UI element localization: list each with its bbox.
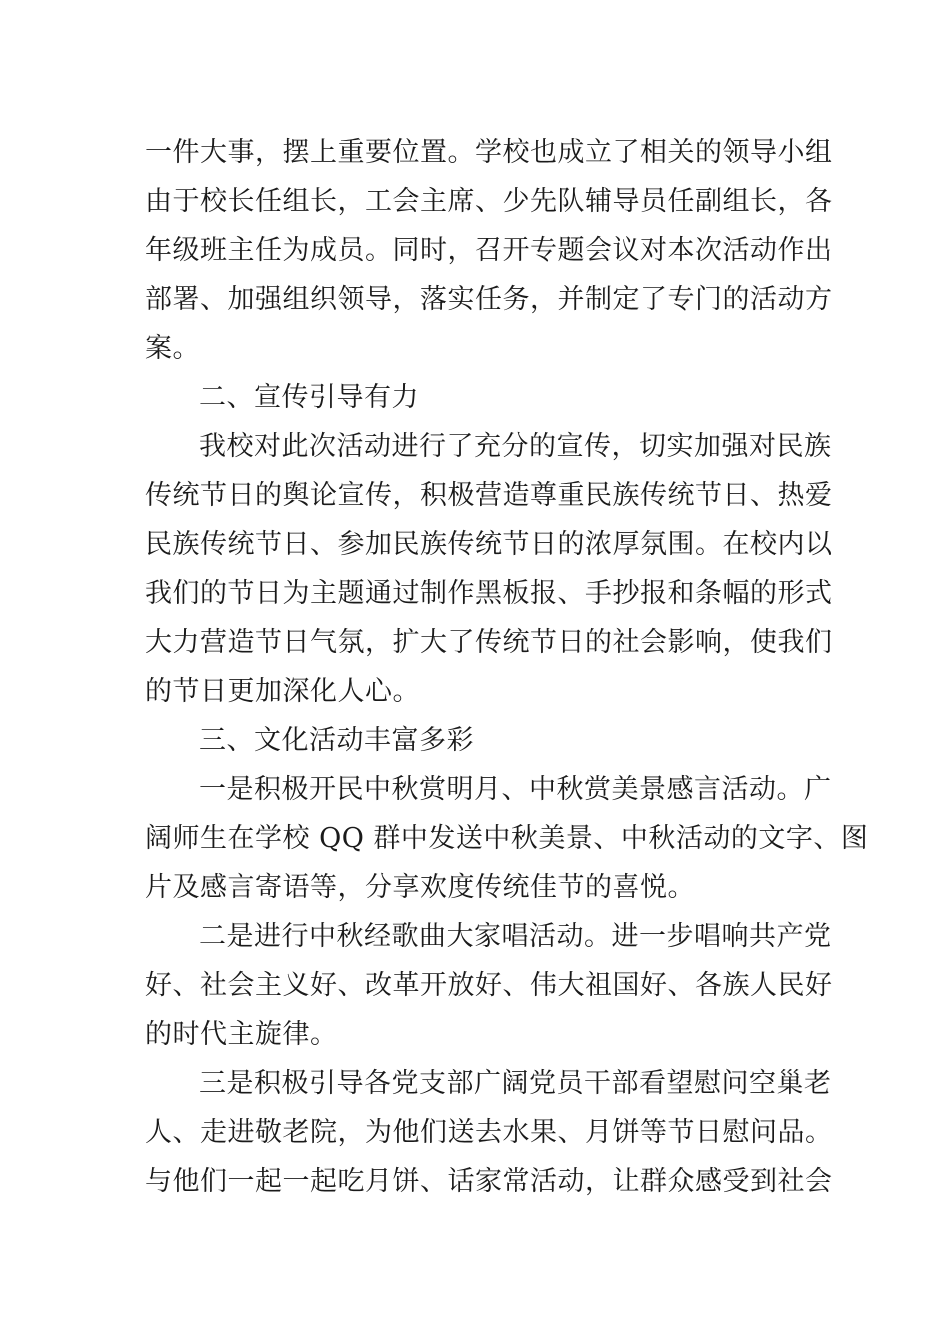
document-body [145,128,869,1206]
body-line-8: 传统节日的舆论宣传，积极营造尊重民族传统节日、热爱 [145,480,833,511]
body-line-21: 人、走进敬老院，为他们送去水果、月饼等节日慰问品。 [145,1117,833,1148]
body-line-1: 一件大事，摆上重要位置。学校也成立了相关的领导小组 [145,137,833,168]
body-line-19: 的时代主旋律。 [145,1019,338,1050]
body-line-9: 民族传统节日、参加民族传统节日的浓厚氛围。在校内以 [145,529,833,560]
body-line-15: 阔师生在学校 QQ 群中发送中秋美景、中秋活动的文字、图 [145,823,869,854]
body-line-17: 二是进行中秋经歌曲大家唱活动。进一步唱响共产党 [199,921,832,952]
body-line-10: 我们的节日为主题通过制作黑板报、手抄报和条幅的形式 [145,578,833,609]
section-heading-2: 二、宣传引导有力 [199,382,419,413]
body-line-16: 片及感言寄语等，分享欢度传统佳节的喜悦。 [145,872,695,903]
section-heading-3: 三、文化活动丰富多彩 [199,725,474,756]
body-line-18: 好、社会主义好、改革开放好、伟大祖国好、各族人民好 [145,970,833,1001]
body-line-4: 部署、加强组织领导，落实任务，并制定了专门的活动方 [145,284,833,315]
body-line-22: 与他们一起一起吃月饼、话家常活动，让群众感受到社会 [145,1166,833,1197]
body-line-7: 我校对此次活动进行了充分的宣传，切实加强对民族 [199,431,832,462]
body-line-11: 大力营造节日气氛，扩大了传统节日的社会影响，使我们 [145,627,833,658]
body-line-12: 的节日更加深化人心。 [145,676,420,707]
body-line-2: 由于校长任组长，工会主席、少先队辅导员任副组长，各 [145,186,833,217]
body-line-14: 一是积极开民中秋赏明月、中秋赏美景感言活动。广 [199,774,832,805]
body-line-3: 年级班主任为成员。同时，召开专题会议对本次活动作出 [145,235,833,266]
body-line-20: 三是积极引导各党支部广阔党员干部看望慰问空巢老 [199,1068,832,1099]
body-line-5: 案。 [145,333,200,364]
